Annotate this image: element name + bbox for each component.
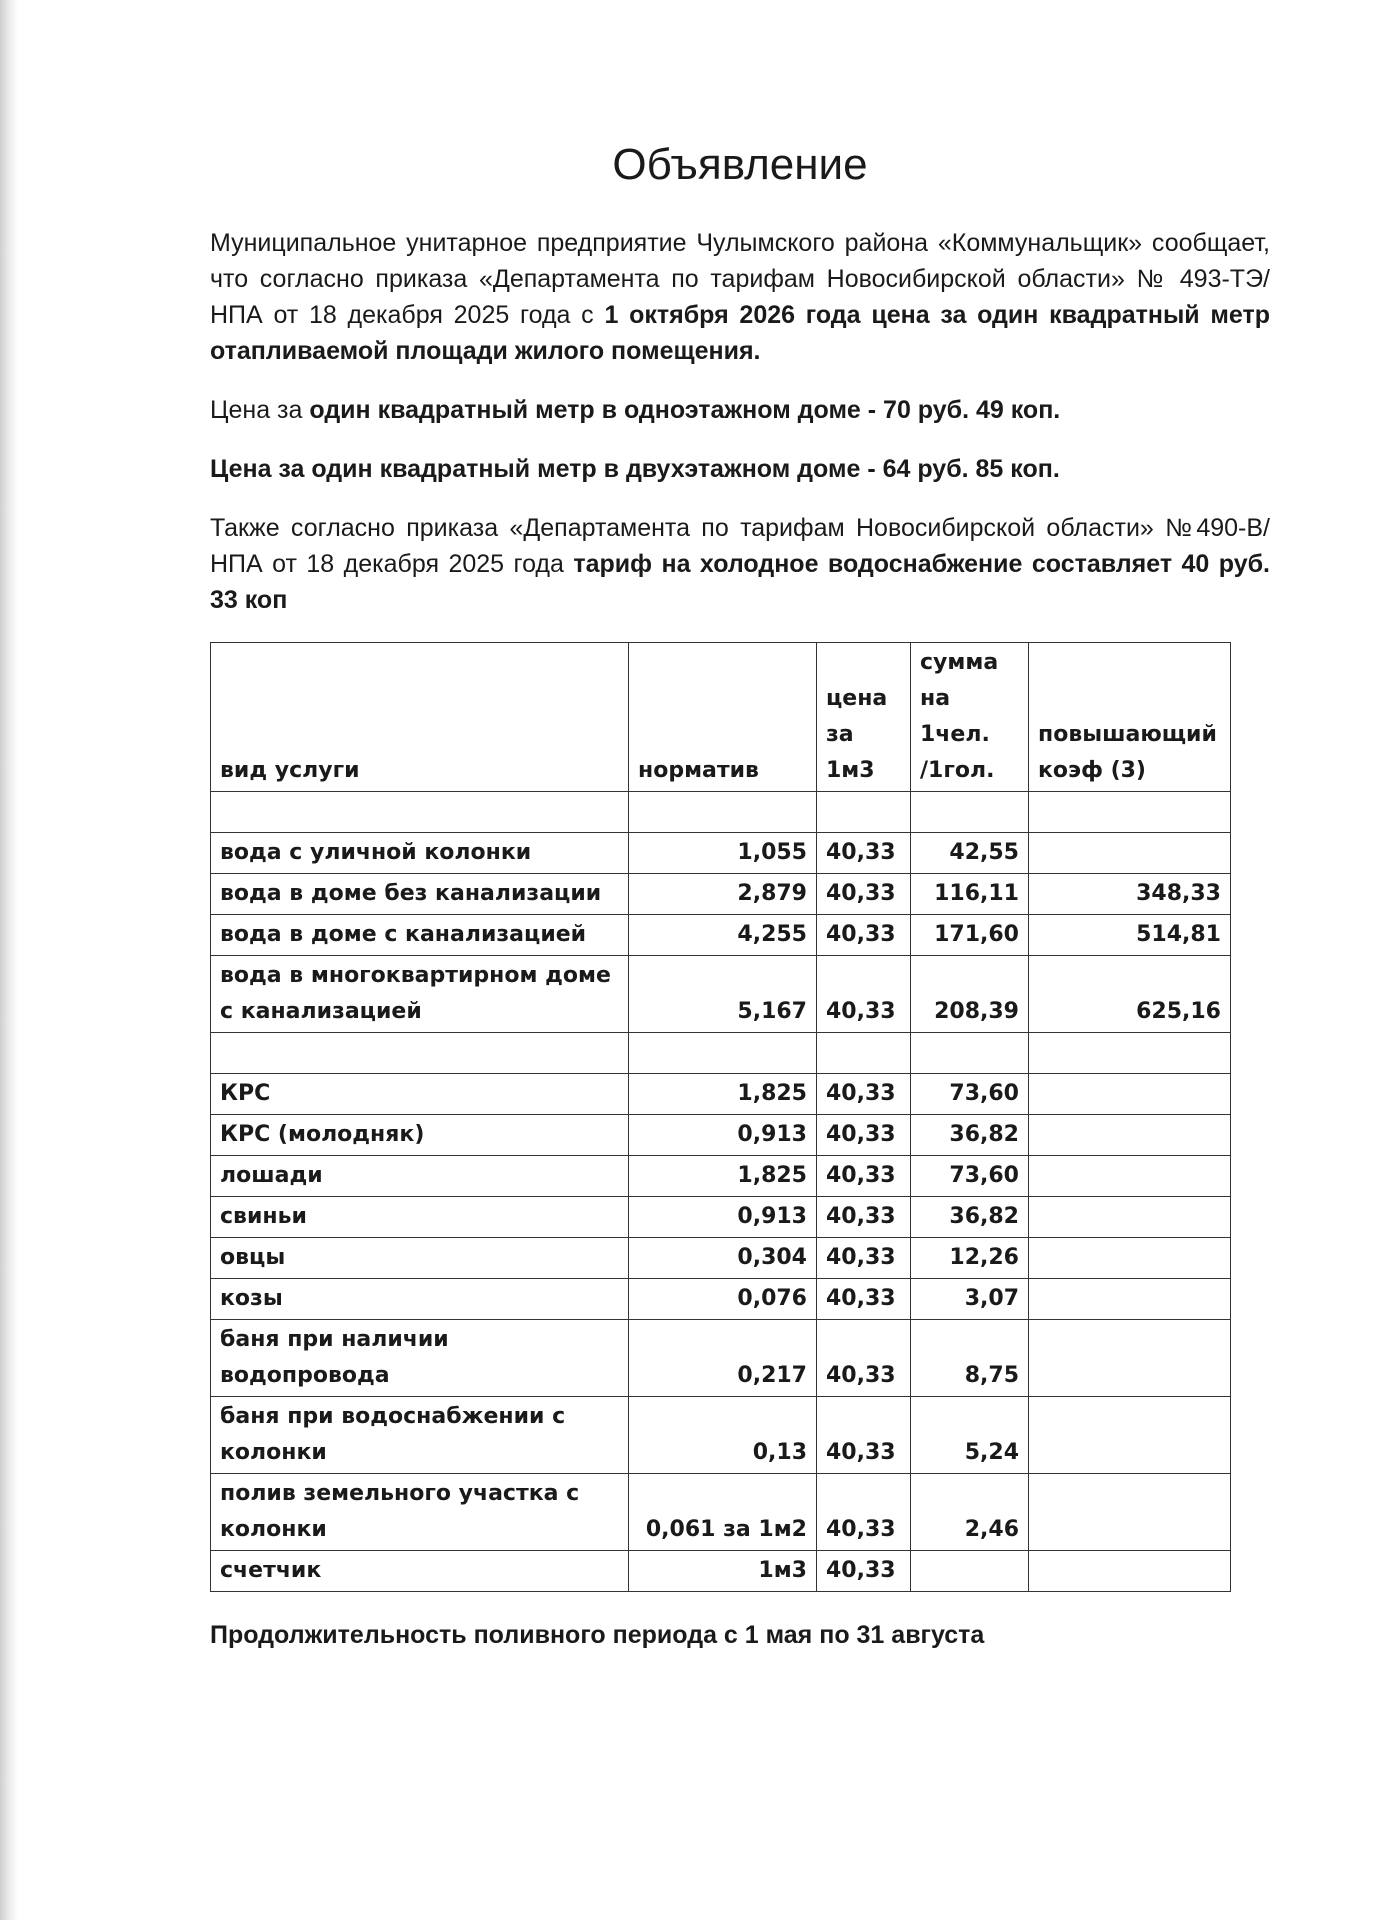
- cell-sum: 73,60: [911, 1074, 1029, 1115]
- table-row: [211, 1033, 1231, 1074]
- cell-service: овцы: [211, 1238, 629, 1279]
- header-coef: повышающий коэф (3): [1029, 643, 1231, 792]
- cell-service: лошади: [211, 1156, 629, 1197]
- cell-coef: [1029, 1238, 1231, 1279]
- table-row: [211, 1320, 1231, 1397]
- cell-coef: [1029, 1197, 1231, 1238]
- cell-service: полив земельного участка с колонки: [211, 1474, 629, 1551]
- cell-coef: [1029, 1474, 1231, 1551]
- cell-coef: 514,81: [1029, 915, 1231, 956]
- cell-price: 40,33: [817, 1279, 911, 1320]
- cell-coef: [1029, 833, 1231, 874]
- cell-sum: 36,82: [911, 1197, 1029, 1238]
- price-one-floor-value: один квадратный метр в одноэтажном доме - 70 руб. 49 коп.: [309, 396, 1061, 424]
- cell-sum: 5,24: [911, 1397, 1029, 1474]
- cell-norm: 1,055: [629, 833, 817, 874]
- cell-norm: 1,825: [629, 1074, 817, 1115]
- cell-service: КРС (молодняк): [211, 1115, 629, 1156]
- cell-sum: 12,26: [911, 1238, 1029, 1279]
- intro-text: Муниципальное унитарное предприятие Чулымского района «Коммунальщик» сообщает, что согласно приказа «Департамента по тарифам Новосибирской области» № 493-ТЭ/НПА от 18 декабря 2025 года с: [210, 229, 1270, 329]
- tariff-table-body: [211, 792, 1231, 1592]
- cell-price: [817, 792, 911, 833]
- header-service: вид услуги: [211, 643, 629, 792]
- table-row: [211, 1115, 1231, 1156]
- cell-coef: 625,16: [1029, 956, 1231, 1033]
- cell-price: [817, 1033, 911, 1074]
- cell-norm: 0,304: [629, 1238, 817, 1279]
- cell-service: свиньи: [211, 1197, 629, 1238]
- cell-service: баня при водоснабжении с колонки: [211, 1397, 629, 1474]
- price-two-floor-paragraph: [210, 451, 1270, 487]
- footer-note: Продолжительность поливного периода с 1 мая по 31 августа: [210, 1621, 985, 1649]
- cell-price: 40,33: [817, 1115, 911, 1156]
- page-title: Объявление: [612, 140, 868, 189]
- cell-norm: 5,167: [629, 956, 817, 1033]
- cell-price: 40,33: [817, 915, 911, 956]
- cell-coef: [1029, 1397, 1231, 1474]
- table-row: [211, 1197, 1231, 1238]
- cell-price: 40,33: [817, 1156, 911, 1197]
- table-row: [211, 1551, 1231, 1592]
- cell-coef: [1029, 1551, 1231, 1592]
- cell-norm: [629, 792, 817, 833]
- cell-norm: 1,825: [629, 1156, 817, 1197]
- table-row: [211, 874, 1231, 915]
- price-two-floor-value: Цена за один квадратный метр в двухэтажном доме - 64 руб. 85 коп.: [210, 455, 1060, 483]
- cell-coef: [1029, 1033, 1231, 1074]
- scan-edge-shadow: [0, 0, 18, 1920]
- intro-paragraph: [210, 225, 1270, 369]
- table-header-row: [211, 643, 1231, 792]
- header-sum: сумма на 1чел. /1гол.: [911, 643, 1029, 792]
- cell-norm: 0,217: [629, 1320, 817, 1397]
- cell-service: вода в доме без канализации: [211, 874, 629, 915]
- cell-sum: [911, 1551, 1029, 1592]
- cell-service: вода в доме с канализацией: [211, 915, 629, 956]
- cell-coef: [1029, 1115, 1231, 1156]
- cell-sum: 116,11: [911, 874, 1029, 915]
- cell-service: [211, 792, 629, 833]
- cell-coef: [1029, 1074, 1231, 1115]
- cell-coef: [1029, 1156, 1231, 1197]
- intro-bold-text: 1 октября 2026 года цена за один квадратный метр отапливаемой площади жилого помещения.: [210, 301, 1271, 365]
- cell-price: 40,33: [817, 833, 911, 874]
- cell-sum: 42,55: [911, 833, 1029, 874]
- cell-norm: 0,913: [629, 1115, 817, 1156]
- cell-sum: 171,60: [911, 915, 1029, 956]
- cell-norm: 0,061 за 1м2: [629, 1474, 817, 1551]
- cell-price: 40,33: [817, 1320, 911, 1397]
- price-one-floor-paragraph: [210, 392, 1270, 428]
- table-row: [211, 1279, 1231, 1320]
- cell-price: 40,33: [817, 874, 911, 915]
- water-tariff-bold: тариф на холодное водоснабжение составляет 40 руб. 33 коп: [210, 550, 1270, 614]
- cell-service: счетчик: [211, 1551, 629, 1592]
- cell-coef: [1029, 1320, 1231, 1397]
- table-row: [211, 915, 1231, 956]
- table-row: [211, 1238, 1231, 1279]
- cell-sum: 3,07: [911, 1279, 1029, 1320]
- cell-sum: 36,82: [911, 1115, 1029, 1156]
- cell-sum: 8,75: [911, 1320, 1029, 1397]
- cell-sum: [911, 792, 1029, 833]
- cell-service: козы: [211, 1279, 629, 1320]
- cell-norm: 1м3: [629, 1551, 817, 1592]
- cell-norm: 0,13: [629, 1397, 817, 1474]
- cell-service: баня при наличии водопровода: [211, 1320, 629, 1397]
- cell-sum: 208,39: [911, 956, 1029, 1033]
- cell-norm: 2,879: [629, 874, 817, 915]
- cell-sum: 2,46: [911, 1474, 1029, 1551]
- cell-price: 40,33: [817, 1074, 911, 1115]
- cell-service: вода с уличной колонки: [211, 833, 629, 874]
- table-row: [211, 956, 1231, 1033]
- cell-coef: [1029, 792, 1231, 833]
- cell-service: вода в многоквартирном доме с канализацией: [211, 956, 629, 1033]
- cell-price: 40,33: [817, 956, 911, 1033]
- cell-price: 40,33: [817, 1197, 911, 1238]
- cell-service: КРС: [211, 1074, 629, 1115]
- cell-price: 40,33: [817, 1397, 911, 1474]
- cell-coef: 348,33: [1029, 874, 1231, 915]
- price-one-floor-label: Цена за: [210, 396, 310, 424]
- table-row: [211, 833, 1231, 874]
- table-row: [211, 1156, 1231, 1197]
- cell-sum: 73,60: [911, 1156, 1029, 1197]
- header-norm: норматив: [629, 643, 817, 792]
- cell-norm: 0,076: [629, 1279, 817, 1320]
- tariff-table: [210, 642, 1231, 1592]
- cell-price: 40,33: [817, 1474, 911, 1551]
- cell-coef: [1029, 1279, 1231, 1320]
- header-price: цена за 1м3: [817, 643, 911, 792]
- table-row: [211, 1474, 1231, 1551]
- cell-norm: 4,255: [629, 915, 817, 956]
- cell-price: 40,33: [817, 1238, 911, 1279]
- table-row: [211, 1074, 1231, 1115]
- cell-service: [211, 1033, 629, 1074]
- table-row: [211, 1397, 1231, 1474]
- water-tariff-text: Также согласно приказа «Департамента по тарифам Новосибирской области» №490-В/НПА от 18 декабря 2025 года: [210, 514, 1270, 578]
- table-row: [211, 792, 1231, 833]
- cell-norm: 0,913: [629, 1197, 817, 1238]
- cell-sum: [911, 1033, 1029, 1074]
- cell-price: 40,33: [817, 1551, 911, 1592]
- cell-norm: [629, 1033, 817, 1074]
- water-tariff-paragraph: [210, 510, 1270, 618]
